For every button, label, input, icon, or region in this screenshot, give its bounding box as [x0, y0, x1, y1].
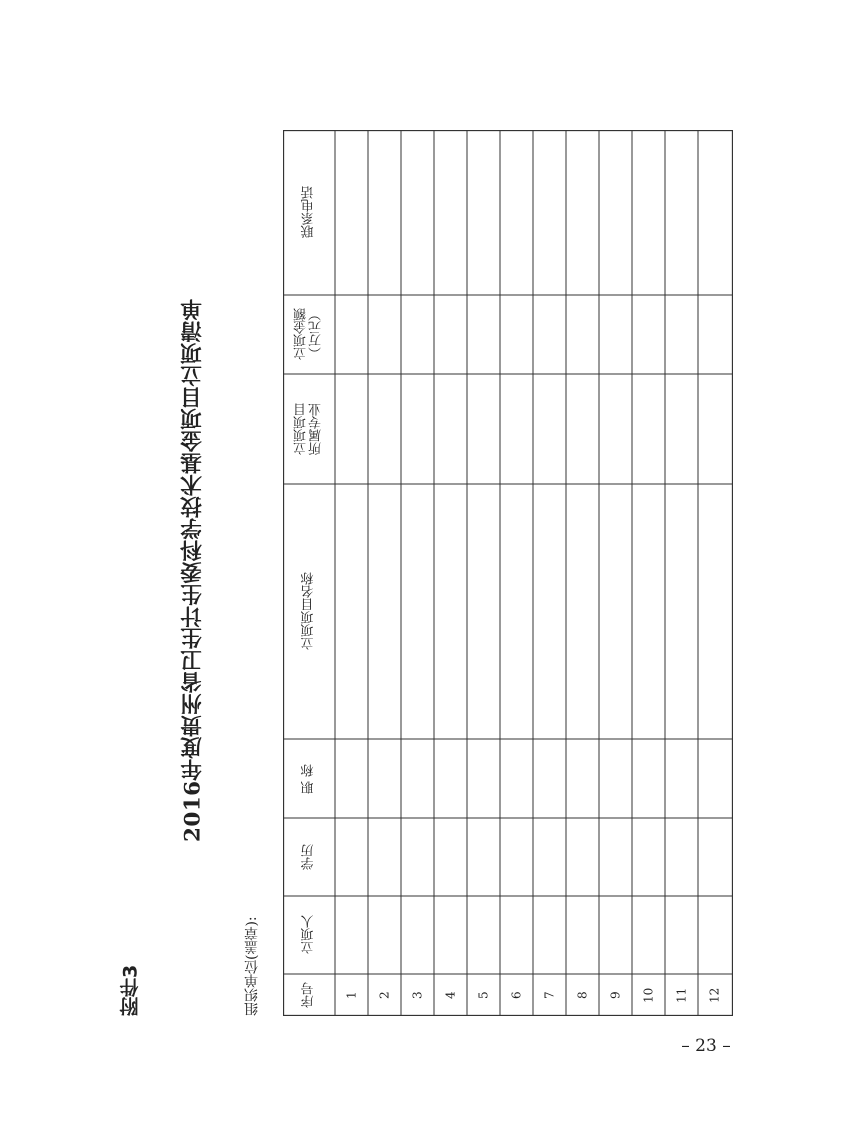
project-list-table: [283, 130, 733, 1016]
organization-label: 组织单位(盖章):: [244, 916, 260, 1016]
row-number: 6: [509, 991, 524, 999]
attachment-label: 附件3: [119, 964, 142, 1016]
header-education: 学历: [301, 844, 317, 870]
page-number: – 23 –: [681, 1036, 731, 1056]
page-title: 2016年度贵州省卫生计生委科学技术基金项目立项清单: [180, 298, 206, 842]
row-number: 11: [674, 987, 689, 1003]
table-grid: [283, 130, 733, 1016]
header-applicant: 立项人: [301, 915, 317, 955]
row-number: 8: [575, 991, 590, 999]
row-number: 9: [608, 991, 623, 999]
row-number: 12: [707, 987, 722, 1003]
header-serial-number: 序号: [301, 982, 317, 1008]
row-number: 2: [377, 991, 392, 999]
row-number: 3: [410, 991, 425, 999]
header-funding-amount: 立项金额 （万元）: [294, 308, 324, 361]
row-number: 4: [443, 991, 458, 999]
row-number: 10: [641, 987, 656, 1003]
row-number: 1: [344, 991, 359, 999]
header-project-specialty: 立项项目 所属专业: [294, 403, 324, 455]
row-number: 5: [476, 991, 491, 999]
header-job-title: 职 称: [301, 763, 317, 794]
header-contact-phone: 联系电话: [301, 186, 317, 239]
header-project-name: 立项项目名称: [301, 572, 317, 651]
row-number: 7: [542, 991, 557, 999]
